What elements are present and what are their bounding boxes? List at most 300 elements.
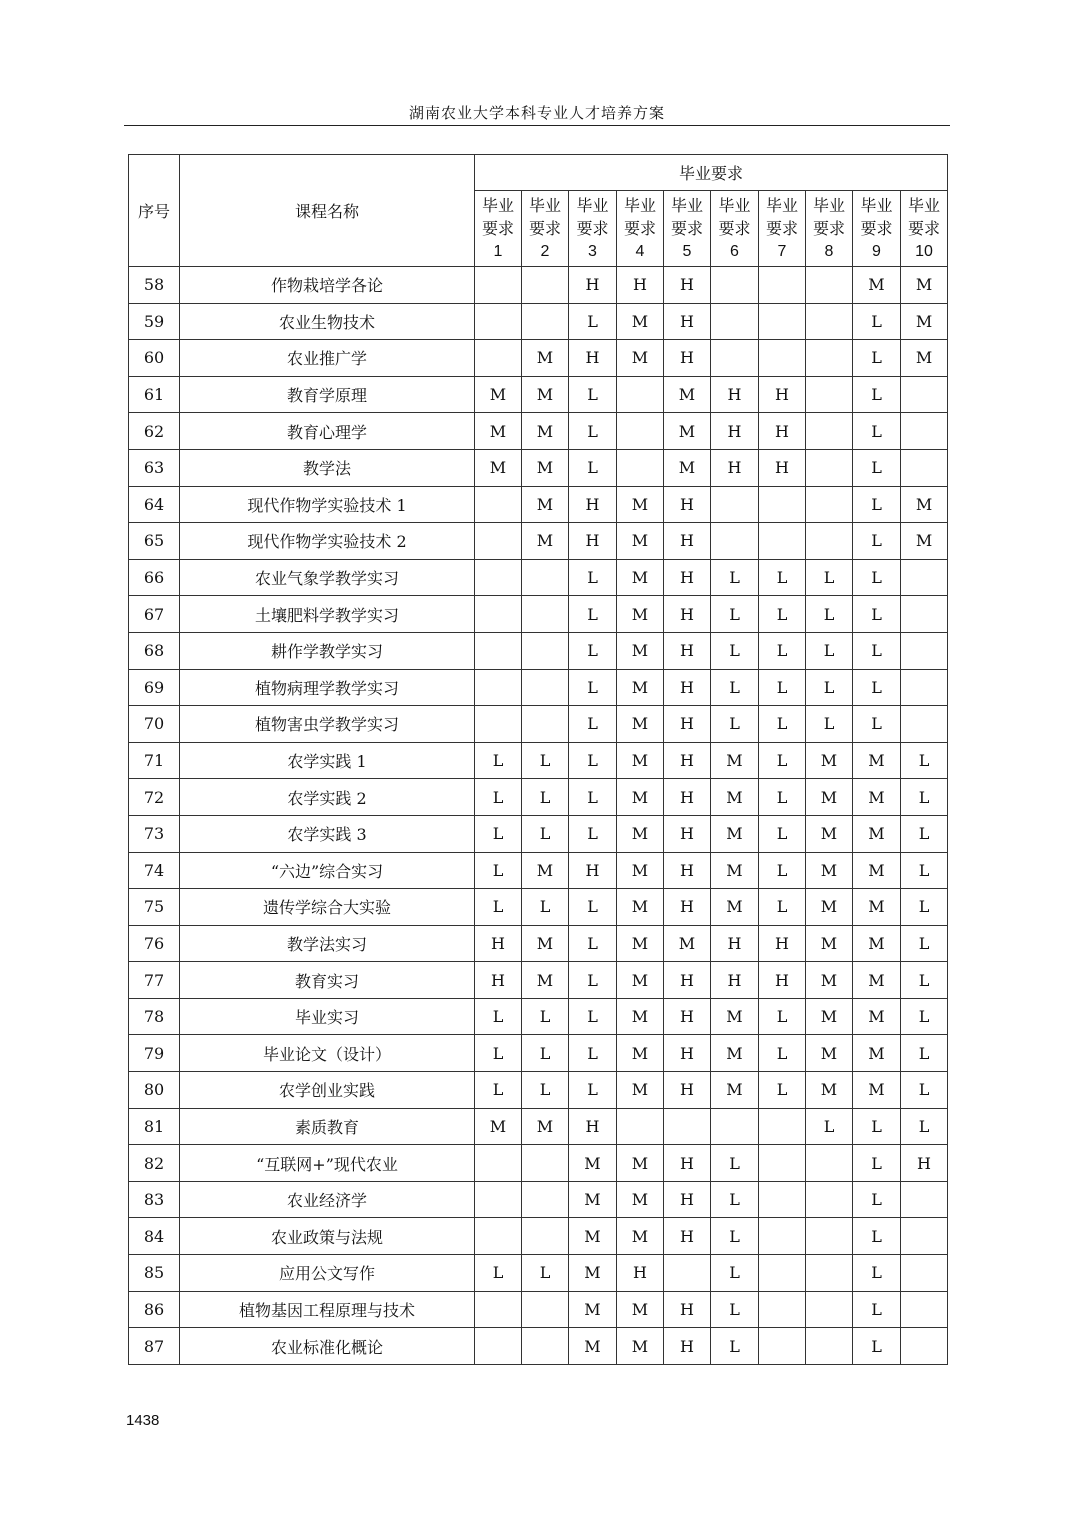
course-name: 农学创业实践: [180, 1072, 475, 1109]
support-level-req-7: L: [759, 559, 806, 596]
support-level-req-1: L: [475, 1072, 522, 1109]
support-level-req-4: M: [617, 779, 664, 816]
support-level-req-4: M: [617, 523, 664, 560]
support-level-req-10: H: [901, 1145, 948, 1182]
requirement-5-number: 5: [682, 243, 692, 260]
support-level-req-3: L: [569, 559, 617, 596]
support-level-req-10: [901, 376, 948, 413]
support-level-req-1: [475, 596, 522, 633]
support-level-req-9: L: [853, 340, 901, 377]
support-level-req-5: H: [664, 340, 711, 377]
row-index: 70: [129, 706, 180, 743]
support-level-req-2: [522, 669, 569, 706]
support-level-req-2: [522, 1181, 569, 1218]
support-level-req-1: [475, 669, 522, 706]
support-level-req-3: L: [569, 706, 617, 743]
support-level-req-3: H: [569, 852, 617, 889]
support-level-req-1: L: [475, 1255, 522, 1292]
support-level-req-9: L: [853, 632, 901, 669]
row-index: 60: [129, 340, 180, 377]
support-level-req-4: M: [617, 632, 664, 669]
support-level-req-9: L: [853, 1218, 901, 1255]
course-name: 素质教育: [180, 1108, 475, 1145]
requirement-2-label: 要求: [528, 219, 561, 238]
support-level-req-10: [901, 559, 948, 596]
support-level-req-6: M: [711, 742, 759, 779]
header-requirement-9: [853, 191, 901, 267]
support-level-req-6: M: [711, 852, 759, 889]
table-row: [129, 267, 948, 304]
row-index: 81: [129, 1108, 180, 1145]
header-requirement-4: [617, 191, 664, 267]
row-index: 62: [129, 413, 180, 450]
support-level-req-8: M: [806, 1072, 853, 1109]
requirement-9-number: 9: [872, 243, 881, 260]
support-level-req-4: M: [617, 1181, 664, 1218]
requirement-2-number: 2: [540, 243, 550, 260]
support-level-req-1: [475, 1145, 522, 1182]
support-level-req-5: H: [664, 1145, 711, 1182]
support-level-req-5: M: [664, 925, 711, 962]
support-level-req-1: [475, 706, 522, 743]
support-level-req-7: H: [759, 376, 806, 413]
support-level-req-8: M: [806, 925, 853, 962]
header-requirement-3: [569, 191, 617, 267]
row-index: 67: [129, 596, 180, 633]
row-index: 66: [129, 559, 180, 596]
support-level-req-5: H: [664, 523, 711, 560]
support-level-req-2: M: [522, 340, 569, 377]
support-level-req-5: [664, 1108, 711, 1145]
support-level-req-6: H: [711, 413, 759, 450]
support-level-req-2: L: [522, 1035, 569, 1072]
support-level-req-8: [806, 1328, 853, 1365]
course-name: 现代作物学实验技术 1: [180, 486, 475, 523]
support-level-req-8: L: [806, 596, 853, 633]
support-level-req-7: [759, 1218, 806, 1255]
support-level-req-7: [759, 267, 806, 304]
support-level-req-4: H: [617, 267, 664, 304]
support-level-req-5: H: [664, 267, 711, 304]
row-index: 64: [129, 486, 180, 523]
table-row: [129, 559, 948, 596]
course-name: 农业推广学: [180, 340, 475, 377]
table-row: [129, 1291, 948, 1328]
support-level-req-3: M: [569, 1218, 617, 1255]
support-level-req-6: L: [711, 559, 759, 596]
support-level-req-1: [475, 486, 522, 523]
support-level-req-7: L: [759, 889, 806, 926]
support-level-req-5: [664, 1255, 711, 1292]
support-level-req-4: M: [617, 1035, 664, 1072]
support-level-req-6: [711, 340, 759, 377]
support-level-req-3: L: [569, 925, 617, 962]
support-level-req-5: H: [664, 1328, 711, 1365]
support-level-req-6: L: [711, 1218, 759, 1255]
table-row: [129, 1328, 948, 1365]
support-level-req-10: [901, 632, 948, 669]
support-level-req-6: M: [711, 779, 759, 816]
support-level-req-8: [806, 1145, 853, 1182]
row-index: 85: [129, 1255, 180, 1292]
course-name: 植物基因工程原理与技术: [180, 1291, 475, 1328]
support-level-req-6: L: [711, 1255, 759, 1292]
course-name: 作物栽培学各论: [180, 267, 475, 304]
support-level-req-5: H: [664, 852, 711, 889]
support-level-req-4: M: [617, 303, 664, 340]
table-row: [129, 1072, 948, 1109]
header-divider: [124, 125, 950, 126]
support-level-req-6: H: [711, 449, 759, 486]
support-level-req-6: L: [711, 1145, 759, 1182]
support-level-req-8: [806, 486, 853, 523]
support-level-req-7: [759, 1181, 806, 1218]
table-row: [129, 1255, 948, 1292]
support-level-req-5: H: [664, 596, 711, 633]
row-index: 77: [129, 962, 180, 999]
support-level-req-8: L: [806, 1108, 853, 1145]
support-level-req-2: [522, 632, 569, 669]
support-level-req-4: M: [617, 559, 664, 596]
table-row: [129, 376, 948, 413]
support-level-req-5: H: [664, 303, 711, 340]
support-level-req-6: [711, 303, 759, 340]
course-name: 农业生物技术: [180, 303, 475, 340]
support-level-req-3: L: [569, 815, 617, 852]
support-level-req-4: M: [617, 1072, 664, 1109]
support-level-req-1: [475, 1181, 522, 1218]
support-level-req-6: H: [711, 962, 759, 999]
support-level-req-8: [806, 1181, 853, 1218]
row-index: 76: [129, 925, 180, 962]
support-level-req-2: [522, 559, 569, 596]
support-level-req-2: M: [522, 852, 569, 889]
table-row: [129, 889, 948, 926]
support-level-req-8: [806, 1255, 853, 1292]
running-header: 湖南农业大学本科专业人才培养方案: [408, 104, 665, 122]
support-level-req-2: L: [522, 889, 569, 926]
support-level-req-4: [617, 449, 664, 486]
support-level-req-5: H: [664, 1035, 711, 1072]
support-level-req-8: [806, 340, 853, 377]
support-level-req-8: L: [806, 632, 853, 669]
support-level-req-1: [475, 559, 522, 596]
support-level-req-10: L: [901, 742, 948, 779]
support-level-req-3: L: [569, 449, 617, 486]
course-name: 农业气象学教学实习: [180, 559, 475, 596]
course-name: 教育实习: [180, 962, 475, 999]
support-level-req-2: L: [522, 1072, 569, 1109]
support-level-req-3: H: [569, 1108, 617, 1145]
support-level-req-10: L: [901, 998, 948, 1035]
support-level-req-9: L: [853, 1108, 901, 1145]
header-requirement-6: [711, 191, 759, 267]
support-level-req-8: [806, 267, 853, 304]
support-level-req-5: H: [664, 1181, 711, 1218]
support-level-req-6: [711, 523, 759, 560]
support-level-req-9: M: [853, 267, 901, 304]
support-level-req-10: [901, 1255, 948, 1292]
support-level-req-7: H: [759, 413, 806, 450]
support-level-req-7: [759, 523, 806, 560]
support-level-req-1: [475, 1291, 522, 1328]
support-level-req-1: M: [475, 376, 522, 413]
support-level-req-6: [711, 1108, 759, 1145]
requirement-9-label: 要求: [860, 219, 893, 238]
support-level-req-9: L: [853, 1181, 901, 1218]
support-level-req-5: H: [664, 706, 711, 743]
table-row: [129, 486, 948, 523]
support-level-req-1: H: [475, 925, 522, 962]
support-level-req-3: L: [569, 962, 617, 999]
support-level-req-10: L: [901, 779, 948, 816]
support-level-req-10: [901, 1218, 948, 1255]
course-name: 农业标准化概论: [180, 1328, 475, 1365]
support-level-req-2: M: [522, 523, 569, 560]
support-level-req-2: [522, 303, 569, 340]
support-level-req-2: M: [522, 413, 569, 450]
support-level-req-10: M: [901, 267, 948, 304]
table-body: [129, 267, 948, 1365]
support-level-req-7: [759, 486, 806, 523]
support-level-req-2: L: [522, 1255, 569, 1292]
support-level-req-5: H: [664, 559, 711, 596]
support-level-req-2: M: [522, 449, 569, 486]
requirement-4-number: 4: [635, 243, 645, 260]
support-level-req-6: M: [711, 889, 759, 926]
support-level-req-10: [901, 706, 948, 743]
support-level-req-6: H: [711, 376, 759, 413]
support-level-req-9: L: [853, 1255, 901, 1292]
support-level-req-7: L: [759, 815, 806, 852]
support-level-req-2: [522, 1291, 569, 1328]
support-level-req-6: [711, 267, 759, 304]
support-level-req-9: L: [853, 486, 901, 523]
support-level-req-6: L: [711, 1328, 759, 1365]
support-level-req-4: M: [617, 1218, 664, 1255]
support-level-req-4: M: [617, 1291, 664, 1328]
row-index: 59: [129, 303, 180, 340]
support-level-req-3: L: [569, 632, 617, 669]
support-level-req-4: M: [617, 1145, 664, 1182]
header-requirements-group: 毕业要求: [475, 155, 948, 191]
support-level-req-4: [617, 413, 664, 450]
table-row: [129, 340, 948, 377]
support-level-req-5: H: [664, 779, 711, 816]
course-name: 教育学原理: [180, 376, 475, 413]
row-index: 73: [129, 815, 180, 852]
table-row: [129, 962, 948, 999]
support-level-req-9: L: [853, 1328, 901, 1365]
support-level-req-4: [617, 376, 664, 413]
support-level-req-8: M: [806, 852, 853, 889]
support-level-req-6: L: [711, 1181, 759, 1218]
support-level-req-3: L: [569, 669, 617, 706]
support-level-req-1: M: [475, 1108, 522, 1145]
support-level-req-3: L: [569, 1072, 617, 1109]
support-level-req-10: M: [901, 486, 948, 523]
course-name: 应用公文写作: [180, 1255, 475, 1292]
course-name: 农业政策与法规: [180, 1218, 475, 1255]
support-level-req-8: [806, 1291, 853, 1328]
support-level-req-7: [759, 1145, 806, 1182]
support-level-req-8: M: [806, 962, 853, 999]
support-level-req-1: L: [475, 998, 522, 1035]
support-level-req-3: L: [569, 998, 617, 1035]
support-level-req-1: [475, 303, 522, 340]
support-level-req-8: [806, 523, 853, 560]
support-level-req-10: M: [901, 523, 948, 560]
support-level-req-7: H: [759, 962, 806, 999]
requirements-mapping-table: [128, 154, 948, 1365]
support-level-req-10: M: [901, 303, 948, 340]
support-level-req-1: [475, 267, 522, 304]
header-requirement-10: [901, 191, 948, 267]
support-level-req-6: L: [711, 632, 759, 669]
support-level-req-8: [806, 376, 853, 413]
support-level-req-7: L: [759, 632, 806, 669]
course-name: 毕业论文（设计）: [180, 1035, 475, 1072]
row-index: 68: [129, 632, 180, 669]
support-level-req-4: H: [617, 1255, 664, 1292]
support-level-req-1: L: [475, 1035, 522, 1072]
support-level-req-6: M: [711, 815, 759, 852]
support-level-req-2: [522, 1218, 569, 1255]
support-level-req-6: L: [711, 1291, 759, 1328]
table-row: [129, 523, 948, 560]
requirement-1-label: 要求: [481, 219, 514, 238]
table-row: [129, 669, 948, 706]
support-level-req-3: M: [569, 1145, 617, 1182]
support-level-req-5: H: [664, 1218, 711, 1255]
support-level-req-7: [759, 1291, 806, 1328]
table-row: [129, 632, 948, 669]
table-row: [129, 449, 948, 486]
course-name: 植物病理学教学实习: [180, 669, 475, 706]
header-requirement-8: [806, 191, 853, 267]
support-level-req-8: [806, 1218, 853, 1255]
table-row: [129, 1218, 948, 1255]
header-course-name: 课程名称: [180, 155, 475, 267]
requirement-4-label: 要求: [623, 219, 656, 238]
requirement-1-label: 毕业: [481, 196, 514, 215]
support-level-req-8: [806, 303, 853, 340]
requirement-10-number: 10: [915, 243, 933, 260]
course-name: 农学实践 2: [180, 779, 475, 816]
table-row: [129, 815, 948, 852]
support-level-req-9: L: [853, 413, 901, 450]
table-row: [129, 1145, 948, 1182]
support-level-req-3: H: [569, 267, 617, 304]
support-level-req-9: L: [853, 596, 901, 633]
table-row: [129, 779, 948, 816]
course-name: 毕业实习: [180, 998, 475, 1035]
support-level-req-4: M: [617, 998, 664, 1035]
support-level-req-3: H: [569, 340, 617, 377]
header-requirement-1: [475, 191, 522, 267]
support-level-req-2: M: [522, 1108, 569, 1145]
support-level-req-5: M: [664, 376, 711, 413]
table-row: [129, 925, 948, 962]
support-level-req-1: [475, 632, 522, 669]
requirement-4-label: 毕业: [623, 196, 656, 215]
support-level-req-4: M: [617, 742, 664, 779]
support-level-req-4: M: [617, 1328, 664, 1365]
support-level-req-1: L: [475, 852, 522, 889]
support-level-req-4: M: [617, 596, 664, 633]
course-name: 教学法: [180, 449, 475, 486]
support-level-req-7: L: [759, 998, 806, 1035]
support-level-req-9: L: [853, 559, 901, 596]
course-name: 耕作学教学实习: [180, 632, 475, 669]
requirement-6-label: 要求: [718, 219, 751, 238]
support-level-req-7: H: [759, 449, 806, 486]
support-level-req-1: [475, 340, 522, 377]
row-index: 80: [129, 1072, 180, 1109]
row-index: 72: [129, 779, 180, 816]
support-level-req-6: L: [711, 706, 759, 743]
support-level-req-2: L: [522, 742, 569, 779]
support-level-req-8: L: [806, 669, 853, 706]
support-level-req-7: L: [759, 779, 806, 816]
course-name: 农学实践 1: [180, 742, 475, 779]
support-level-req-9: L: [853, 669, 901, 706]
support-level-req-5: H: [664, 815, 711, 852]
requirement-8-number: 8: [824, 243, 834, 260]
support-level-req-10: L: [901, 962, 948, 999]
support-level-req-6: M: [711, 1072, 759, 1109]
support-level-req-4: M: [617, 852, 664, 889]
support-level-req-6: L: [711, 596, 759, 633]
support-level-req-7: L: [759, 596, 806, 633]
support-level-req-4: M: [617, 486, 664, 523]
support-level-req-8: L: [806, 559, 853, 596]
support-level-req-3: H: [569, 486, 617, 523]
support-level-req-7: [759, 1328, 806, 1365]
table-row: [129, 303, 948, 340]
support-level-req-7: [759, 303, 806, 340]
support-level-req-5: M: [664, 449, 711, 486]
header-index: 序号: [129, 155, 180, 267]
support-level-req-3: L: [569, 889, 617, 926]
row-index: 87: [129, 1328, 180, 1365]
support-level-req-9: M: [853, 889, 901, 926]
course-name: 农业经济学: [180, 1181, 475, 1218]
support-level-req-3: L: [569, 303, 617, 340]
row-index: 75: [129, 889, 180, 926]
support-level-req-3: H: [569, 523, 617, 560]
support-level-req-4: M: [617, 889, 664, 926]
table-row: [129, 596, 948, 633]
support-level-req-8: M: [806, 1035, 853, 1072]
course-name: 教学法实习: [180, 925, 475, 962]
table-row: [129, 742, 948, 779]
row-index: 63: [129, 449, 180, 486]
support-level-req-4: M: [617, 340, 664, 377]
course-name: 植物害虫学教学实习: [180, 706, 475, 743]
support-level-req-2: [522, 267, 569, 304]
support-level-req-2: M: [522, 376, 569, 413]
support-level-req-10: [901, 1291, 948, 1328]
requirement-3-label: 毕业: [576, 196, 609, 215]
support-level-req-5: H: [664, 486, 711, 523]
support-level-req-8: [806, 413, 853, 450]
support-level-req-3: M: [569, 1181, 617, 1218]
header-requirement-2: [522, 191, 569, 267]
support-level-req-7: [759, 340, 806, 377]
support-level-req-9: M: [853, 998, 901, 1035]
table-row: [129, 1035, 948, 1072]
